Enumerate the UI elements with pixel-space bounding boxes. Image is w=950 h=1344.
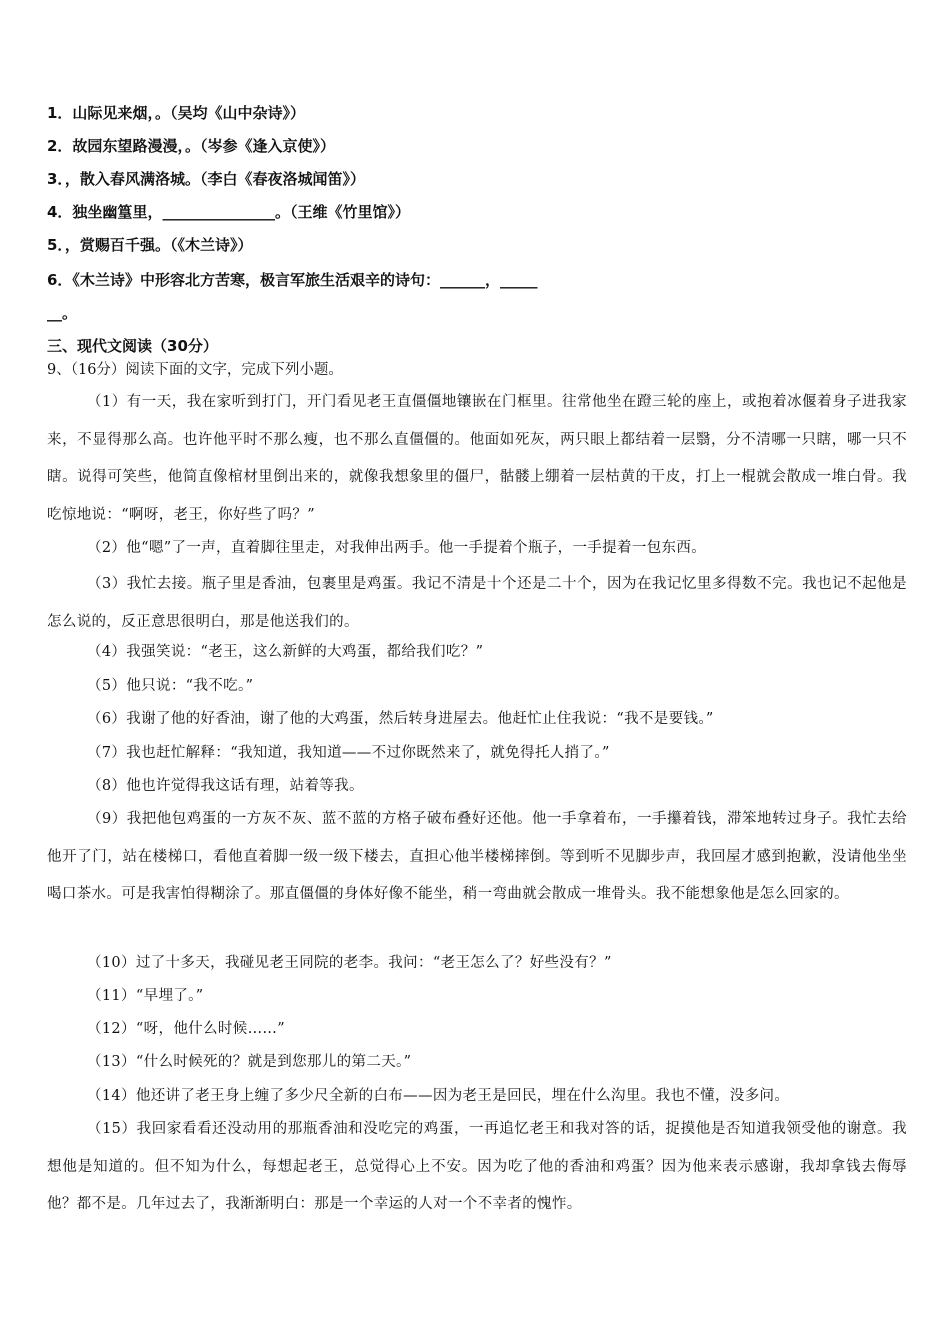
question-2: 2．故园东望路漫漫，。（岑参《逢入京使》） <box>47 137 335 155</box>
paragraph-13: （13）“什么时候死的？就是到您那儿的第二天。” <box>87 1054 412 1070</box>
paragraph-6: （6）我谢了他的好香油，谢了他的大鸡蛋，然后转身进屋去。他赶忙止住我说：“我不是要钱。” <box>87 711 714 727</box>
paragraph-14: （14）他还讲了老王身上缠了多少尺全新的白布——因为老王是回民，埋在什么沟里。我也不懂，没多问。 <box>87 1088 790 1104</box>
question-3: 3．，散入春风满洛城。（李白《春夜洛城闻笛》） <box>47 170 365 188</box>
paragraph-11: （11）“早埋了。” <box>87 988 204 1004</box>
paragraph-8: （8）他也许觉得我这话有理，站着等我。 <box>87 778 364 794</box>
question-1: 1．山际见来烟，。（吴均《山中杂诗》） <box>47 104 305 122</box>
question-4: 4．独坐幽篁里，_______________。（王维《竹里馆》） <box>47 203 410 221</box>
paragraph-10: （10）过了十多天，我碰见老王同院的老李。我问：“老王怎么了？好些没有？” <box>87 955 612 971</box>
question-6-tail: __。 <box>47 304 78 322</box>
paragraph-7: （7）我也赶忙解释：“我知道，我知道——不过你既然来了，就免得托人捎了。” <box>87 745 610 761</box>
paragraph-15: （15）我回家看看还没动用的那瓶香油和没吃完的鸡蛋，一再追忆老王和我对答的话，捉摸他是否知道我领受他的谢意。我想他是知道的。但不知为什么，每想起老王，总觉得心上不安。因为吃了他的香油和鸡蛋？因为他来表示感谢，我却拿钱去侮辱他？都不是。几年过去了，我渐渐明白：那是一个幸运的人对一个不幸者的愧怍。 <box>47 1121 907 1212</box>
question-9-intro: 9、（16分）阅读下面的文字，完成下列小题。 <box>47 362 343 378</box>
paragraph-4: （4）我强笑说：“老王，这么新鲜的大鸡蛋，都给我们吃？” <box>87 644 484 660</box>
paragraph-1: （1）有一天，我在家听到打门，开门看见老王直僵僵地镶嵌在门框里。往常他坐在蹬三轮的座上，或抱着冰偃着身子进我家来，不显得那么高。也许他平时不那么瘦，也不那么直僵僵的。他面如死灰，两只眼上都结着一层翳，分不清哪一只瞎，哪一只不瞎。说得可笑些，他简直像棺材里倒出来的，就像我想象里的僵尸，骷髅上绷着一层枯黄的干皮，打上一棍就会散成一堆白骨。我吃惊地说：“啊呀，老王，你好些了吗？” <box>47 394 907 523</box>
paragraph-3: （3）我忙去接。瓶子里是香油，包裹里是鸡蛋。我记不清是十个还是二十个，因为在我记忆里多得数不完。我也记不起他是怎么说的，反正意思很明白，那是他送我们的。 <box>47 576 907 630</box>
paragraph-9: （9）我把他包鸡蛋的一方灰不灰、蓝不蓝的方格子破布叠好还他。他一手拿着布，一手攥着钱，滞笨地转过身子。我忙去给他开了门，站在楼梯口，看他直着脚一级一级下楼去，直担心他半楼梯摔倒。等到听不见脚步声，我回屋才感到抱歉，没请他坐坐喝口茶水。可是我害怕得糊涂了。那直僵僵的身体好像不能坐，稍一弯曲就会散成一堆骨头。我不能想象他是怎么回家的。 <box>47 811 907 902</box>
paragraph-5: （5）他只说：“我不吃。” <box>87 678 254 694</box>
question-6: 6．《木兰诗》中形容北方苦寒，极言军旅生活艰辛的诗句：______，_____ <box>47 271 538 289</box>
section-title: 三、现代文阅读（30分） <box>47 337 218 355</box>
question-5: 5．，赏赐百千强。（《木兰诗》） <box>47 236 253 254</box>
paragraph-2: （2）他“嗯”了一声，直着脚往里走，对我伸出两手。他一手提着个瓶子，一手提着一包东西。 <box>87 540 707 556</box>
paragraph-12: （12）“呀，他什么时候……” <box>87 1021 286 1037</box>
